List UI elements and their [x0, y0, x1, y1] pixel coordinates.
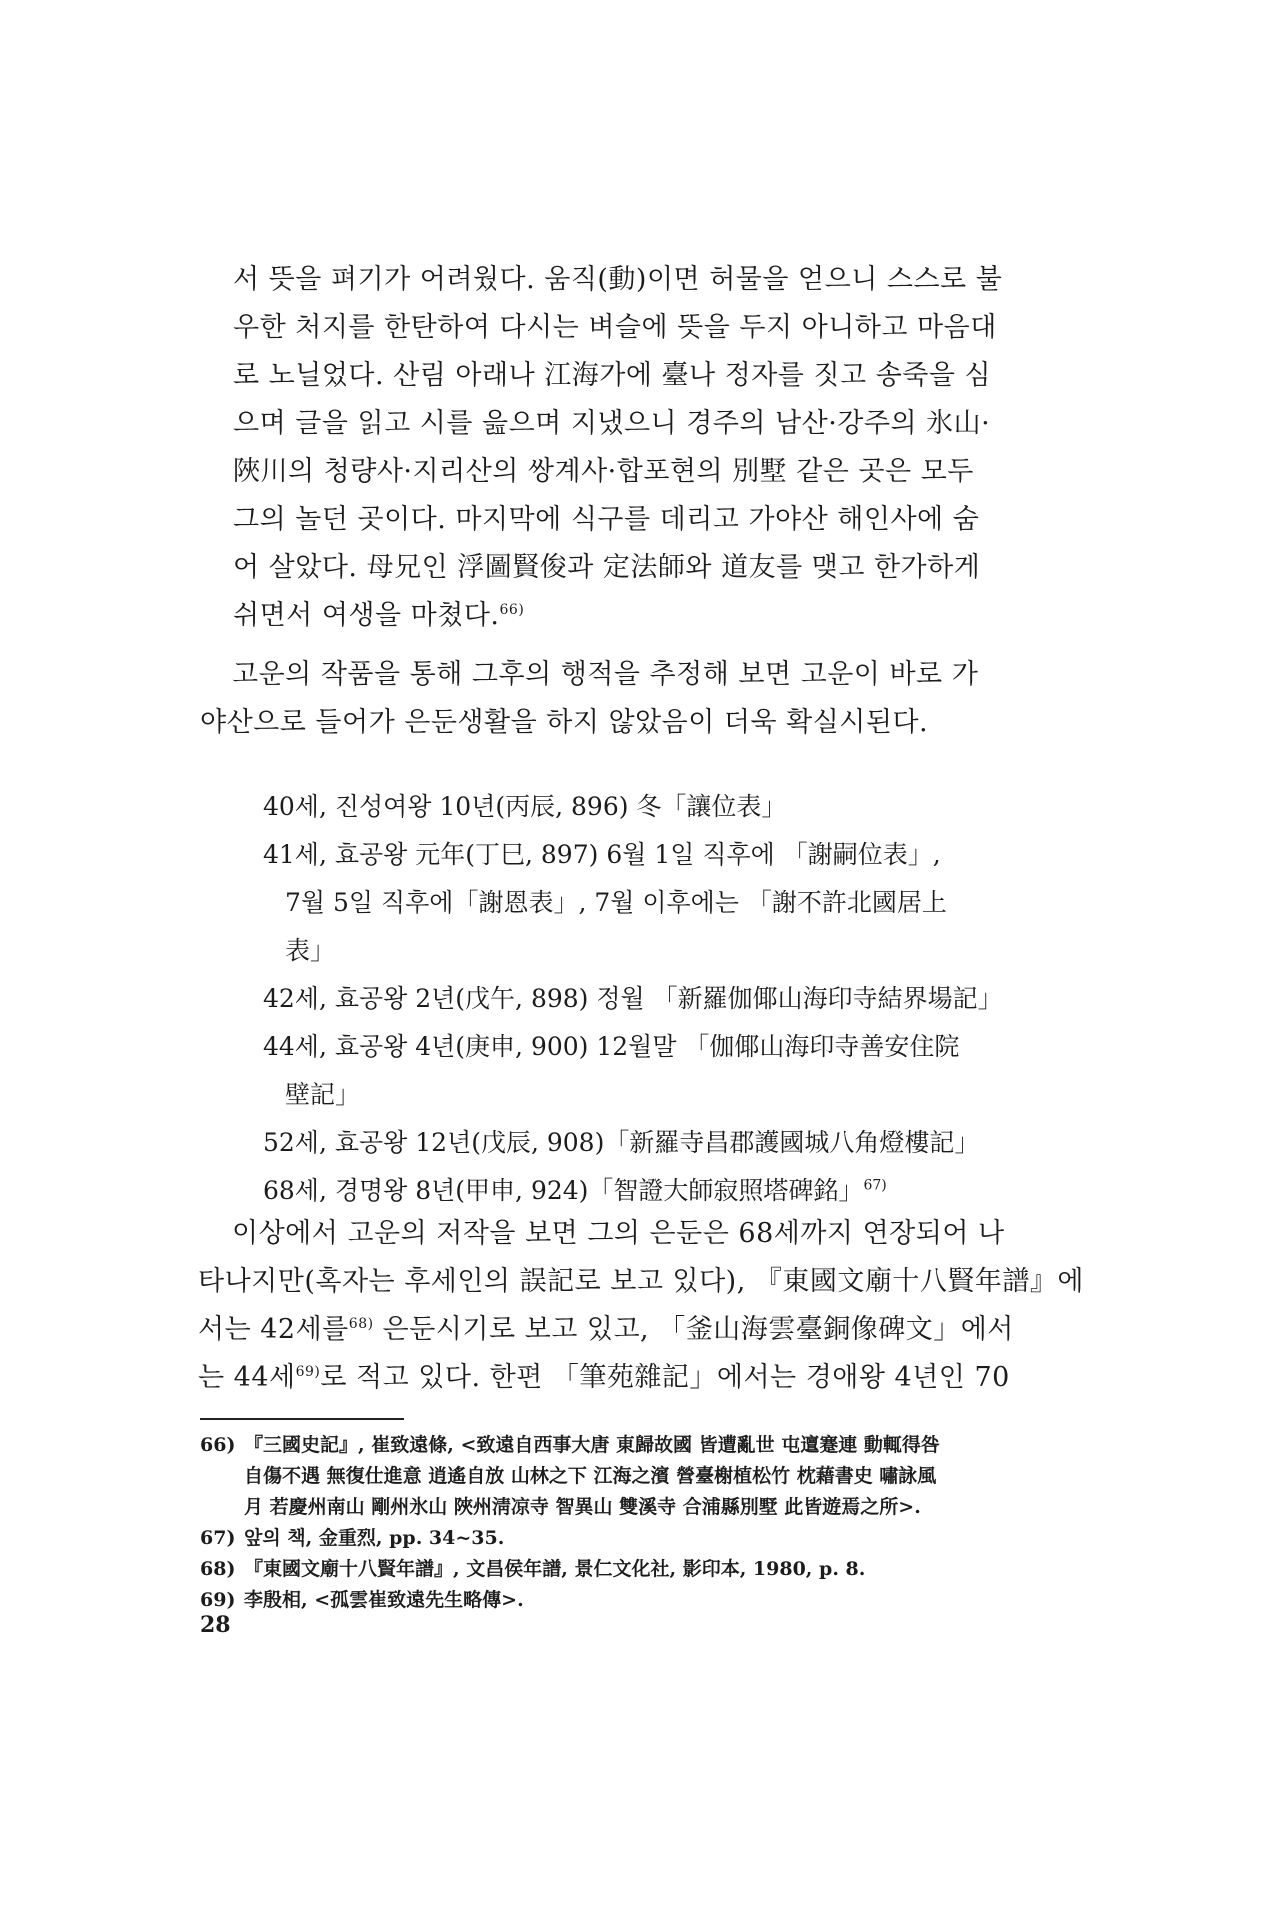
footnote-text: 『東國文廟十八賢年譜』, 文昌侯年譜, 景仁文化社, 影印本, 1980, p. 8. [244, 1558, 866, 1580]
text-line: 陜川의 청량사·지리산의 쌍계사·합포현의 別墅 같은 곳은 모두 [233, 456, 974, 487]
footnote-69 [200, 1585, 1105, 1616]
footnote-text: 李殷相, <孤雲崔致遠先生略傳>. [244, 1589, 524, 1611]
footnote-68 [200, 1554, 1105, 1585]
footnote-line: 自傷不遇 無復仕進意 逍遙自放 山林之下 江海之濱 營臺榭植松竹 枕藉書史 嘯詠風 [244, 1465, 937, 1487]
footnote-66 [200, 1430, 1105, 1523]
footnote-line: 月 若慶州南山 剛州氷山 陜州淸凉寺 智異山 雙溪寺 合浦縣別墅 此皆遊焉之所>. [244, 1496, 921, 1518]
chronology-entry: 42세, 효공왕 2년(戊午, 898) 정월 「新羅伽倻山海印寺結界場記」 [263, 984, 1003, 1013]
line-text: 쉬면서 여생을 마쳤다. [233, 600, 500, 631]
text-line: 타나지만(혹자는 후세인의 誤記로 보고 있다), 『東國文廟十八賢年譜』에 [198, 1266, 1084, 1297]
chronology-entry [263, 1167, 1103, 1215]
footnote-number: 68) [200, 1558, 236, 1580]
entry-text: 68세, 경명왕 8년(甲申, 924)「智證大師寂照塔碑銘」 [263, 1176, 864, 1205]
footnotes [200, 1430, 1105, 1616]
chronology-entry-continued: 7월 5일 직후에「謝恩表」, 7월 이후에는 「謝不許北國居上 [285, 888, 947, 917]
text-line: 우한 처지를 한탄하여 다시는 벼슬에 뜻을 두지 아니하고 마음대 [233, 312, 997, 343]
footnote-ref: 69) [295, 1364, 321, 1380]
page-number: 28 [200, 1612, 231, 1638]
text-line: 로 노닐었다. 산림 아래나 江海가에 臺나 정자를 짓고 송죽을 심 [233, 360, 992, 391]
chronology-entry-continued: 表」 [285, 936, 336, 965]
text-line: 그의 놀던 곳이다. 마지막에 식구를 데리고 가야산 해인사에 숨 [233, 504, 980, 535]
chronology-entry: 41세, 효공왕 元年(丁巳, 897) 6월 1일 직후에 「謝嗣位表」, [263, 840, 941, 869]
chronology-entry: 40세, 진성여왕 10년(丙辰, 896) 冬「讓位表」 [263, 792, 787, 821]
line-text: 로 적고 있다. 한편 「筆苑雜記」에서는 경애왕 4년인 70 [320, 1362, 1010, 1393]
footnote-text: 『三國史記』, 崔致遠條, <致遠自西事大唐 東歸故國 皆遭亂世 屯邅蹇連 動輒得咎 [244, 1434, 940, 1456]
text-line [233, 592, 1103, 640]
footnote-67 [200, 1523, 1105, 1554]
chronology-entry-continued: 壁記」 [285, 1080, 361, 1109]
text-line: 으며 글을 읽고 시를 읊으며 지냈으니 경주의 남산·강주의 氷山· [233, 408, 991, 439]
text-line: 서 뜻을 펴기가 어려웠다. 움직(動)이면 허물을 얻으니 스스로 불 [233, 264, 1003, 295]
text-line: 야산으로 들어가 은둔생활을 하지 않았음이 더욱 확실시된다. [200, 707, 929, 738]
text-line: 이상에서 고운의 저작을 보면 그의 은둔은 68세까지 연장되어 나 [232, 1218, 1005, 1249]
chronology-list [263, 783, 1103, 1215]
chronology-entry: 52세, 효공왕 12년(戊辰, 908)「新羅寺昌郡護國城八角燈樓記」 [263, 1128, 980, 1157]
footnote-number: 66) [200, 1434, 236, 1456]
chronology-entry: 44세, 효공왕 4년(庚申, 900) 12월말 「伽倻山海印寺善安住院 [263, 1032, 960, 1061]
text-line [198, 1354, 1068, 1402]
paragraph-2 [200, 651, 1070, 747]
footnote-line [200, 1430, 1105, 1461]
footnote-number: 69) [200, 1589, 236, 1611]
footnote-ref: 68) [348, 1316, 374, 1332]
footnote-ref: 66) [499, 602, 525, 618]
paragraph-1 [233, 256, 1103, 640]
line-text: 는 44세 [198, 1362, 296, 1393]
line-text: 은둔시기로 보고 있고, 「釜山海雲臺銅像碑文」에서 [373, 1314, 1014, 1345]
text-line [198, 1306, 1068, 1354]
text-line: 어 살았다. 母兄인 浮圖賢俊과 定法師와 道友를 맺고 한가하게 [233, 552, 981, 583]
footnote-number: 67) [200, 1527, 236, 1549]
footnote-divider [200, 1418, 404, 1420]
line-text: 서는 42세를 [198, 1314, 349, 1345]
paragraph-3 [198, 1210, 1084, 1402]
footnote-text: 앞의 책, 金重烈, pp. 34~35. [244, 1527, 505, 1549]
footnote-ref: 67) [863, 1177, 887, 1194]
text-line: 고운의 작품을 통해 그후의 행적을 추정해 보면 고운이 바로 가 [232, 659, 979, 690]
